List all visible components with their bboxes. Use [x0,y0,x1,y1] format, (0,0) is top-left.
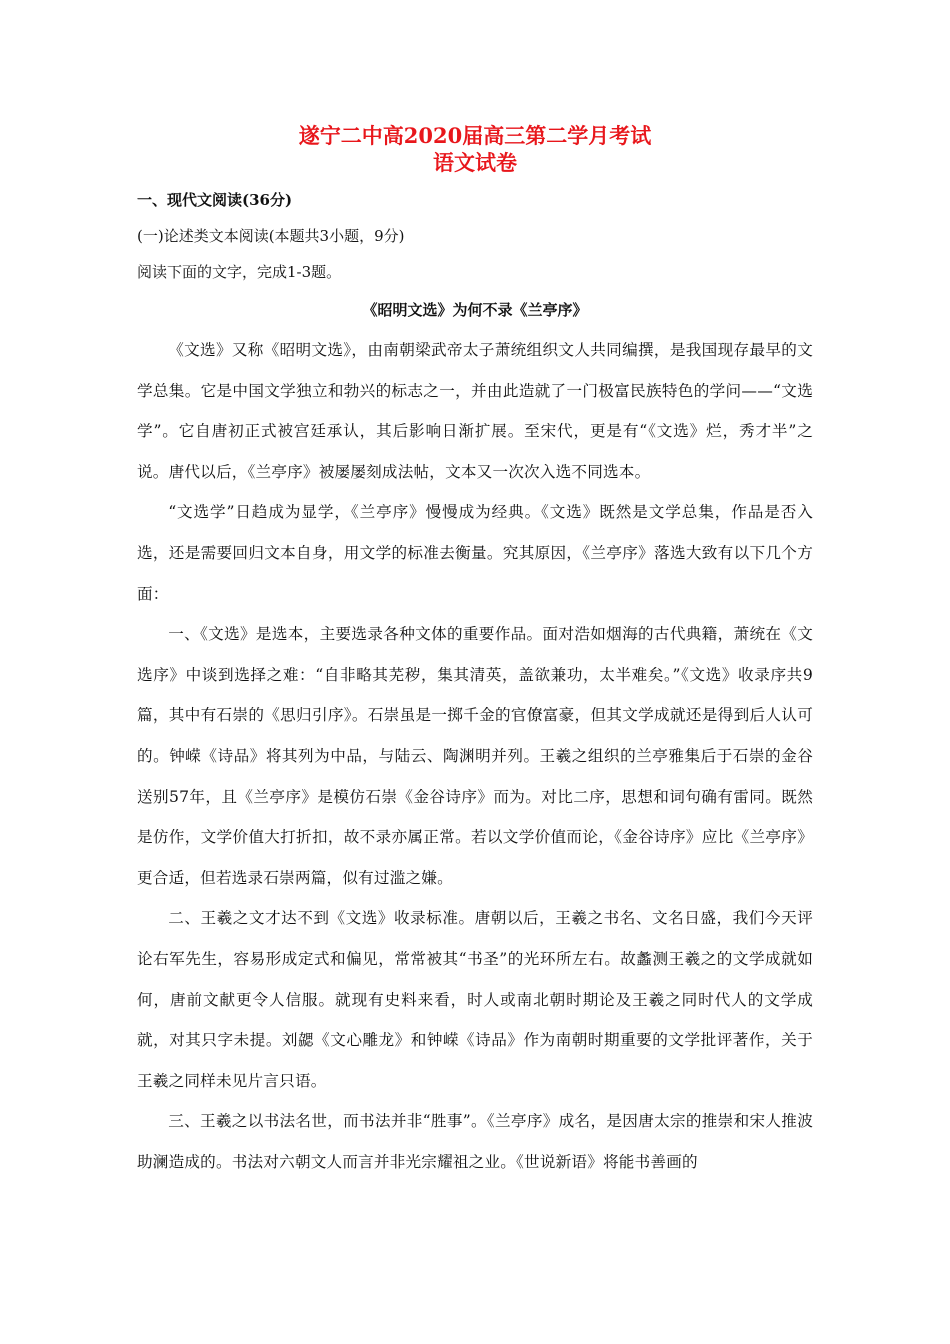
exam-subject-title: 语文试卷 [433,150,517,175]
reading-instruction: 阅读下面的文字，完成1-3题。 [137,263,342,281]
article-title: 《昭明文选》为何不录《兰亭序》 [362,301,588,319]
section-heading: 一、现代文阅读(36分) [137,191,293,209]
article-paragraph-5: 三、王羲之以书法名世，而书法并非“胜事”。《兰亭序》成名，是因唐太宗的推崇和宋人推波助澜造成的。书法对六朝文人而言并非光宗耀祖之业。《世说新语》将能书善画的 [137,1112,813,1171]
article-paragraph-2: “文选学”日趋成为显学，《兰亭序》慢慢成为经典。《文选》既然是文学总集，作品是否入选，还是需要回归文本自身，用文学的标准去衡量。究其原因，《兰亭序》落选大致有以下几个方面： [137,503,813,603]
article-paragraph-4: 二、王羲之文才达不到《文选》收录标准。唐朝以后，王羲之书名、文名日盛，我们今天评论右军先生，容易形成定式和偏见，常常被其“书圣”的光环所左右。故蠡测王羲之的文学成就如何，唐前文献更令人信服。就现有史料来看，时人或南北朝时期论及王羲之同时代人的文学成就，对其只字未提。刘勰《文心雕龙》和钟嵘《诗品》作为南朝时期重要的文学批评著作，关于王羲之同样未见片言只语。 [137,909,813,1090]
exam-title: 遂宁二中高2020届高三第二学月考试 [298,123,652,148]
exam-page [137,120,813,1182]
article-paragraph-1: 《文选》又称《昭明文选》，由南朝梁武帝太子萧统组织文人共同编撰，是我国现存最早的文学总集。它是中国文学独立和勃兴的标志之一，并由此造就了一门极富民族特色的学问——“文选学”。它自唐初正式被宫廷承认，其后影响日渐扩展。至宋代，更是有“《文选》烂，秀才半”之说。唐代以后，《兰亭序》被屡屡刻成法帖，文本又一次次入选不同选本。 [137,341,813,481]
article-paragraph-3: 一、《文选》是选本，主要选录各种文体的重要作品。面对浩如烟海的古代典籍，萧统在《文选序》中谈到选择之难：“自非略其芜秽，集其清英，盖欲兼功，太半难矣。”《文选》收录序共9篇，其中有石崇的《思归引序》。石崇虽是一掷千金的官僚富豪，但其文学成就还是得到后人认可的。钟嵘《诗品》将其列为中品，与陆云、陶渊明并列。王羲之组织的兰亭雅集后于石崇的金谷送别57年，且《兰亭序》是模仿石崇《金谷诗序》而为。对比二序，思想和词句确有雷同。既然是仿作，文学价值大打折扣，故不录亦属正常。若以文学价值而论，《金谷诗序》应比《兰亭序》更合适，但若选录石崇两篇，似有过滥之嫌。 [137,625,813,887]
section-subheading: (一)论述类文本阅读(本题共3小题，9分) [137,227,405,245]
